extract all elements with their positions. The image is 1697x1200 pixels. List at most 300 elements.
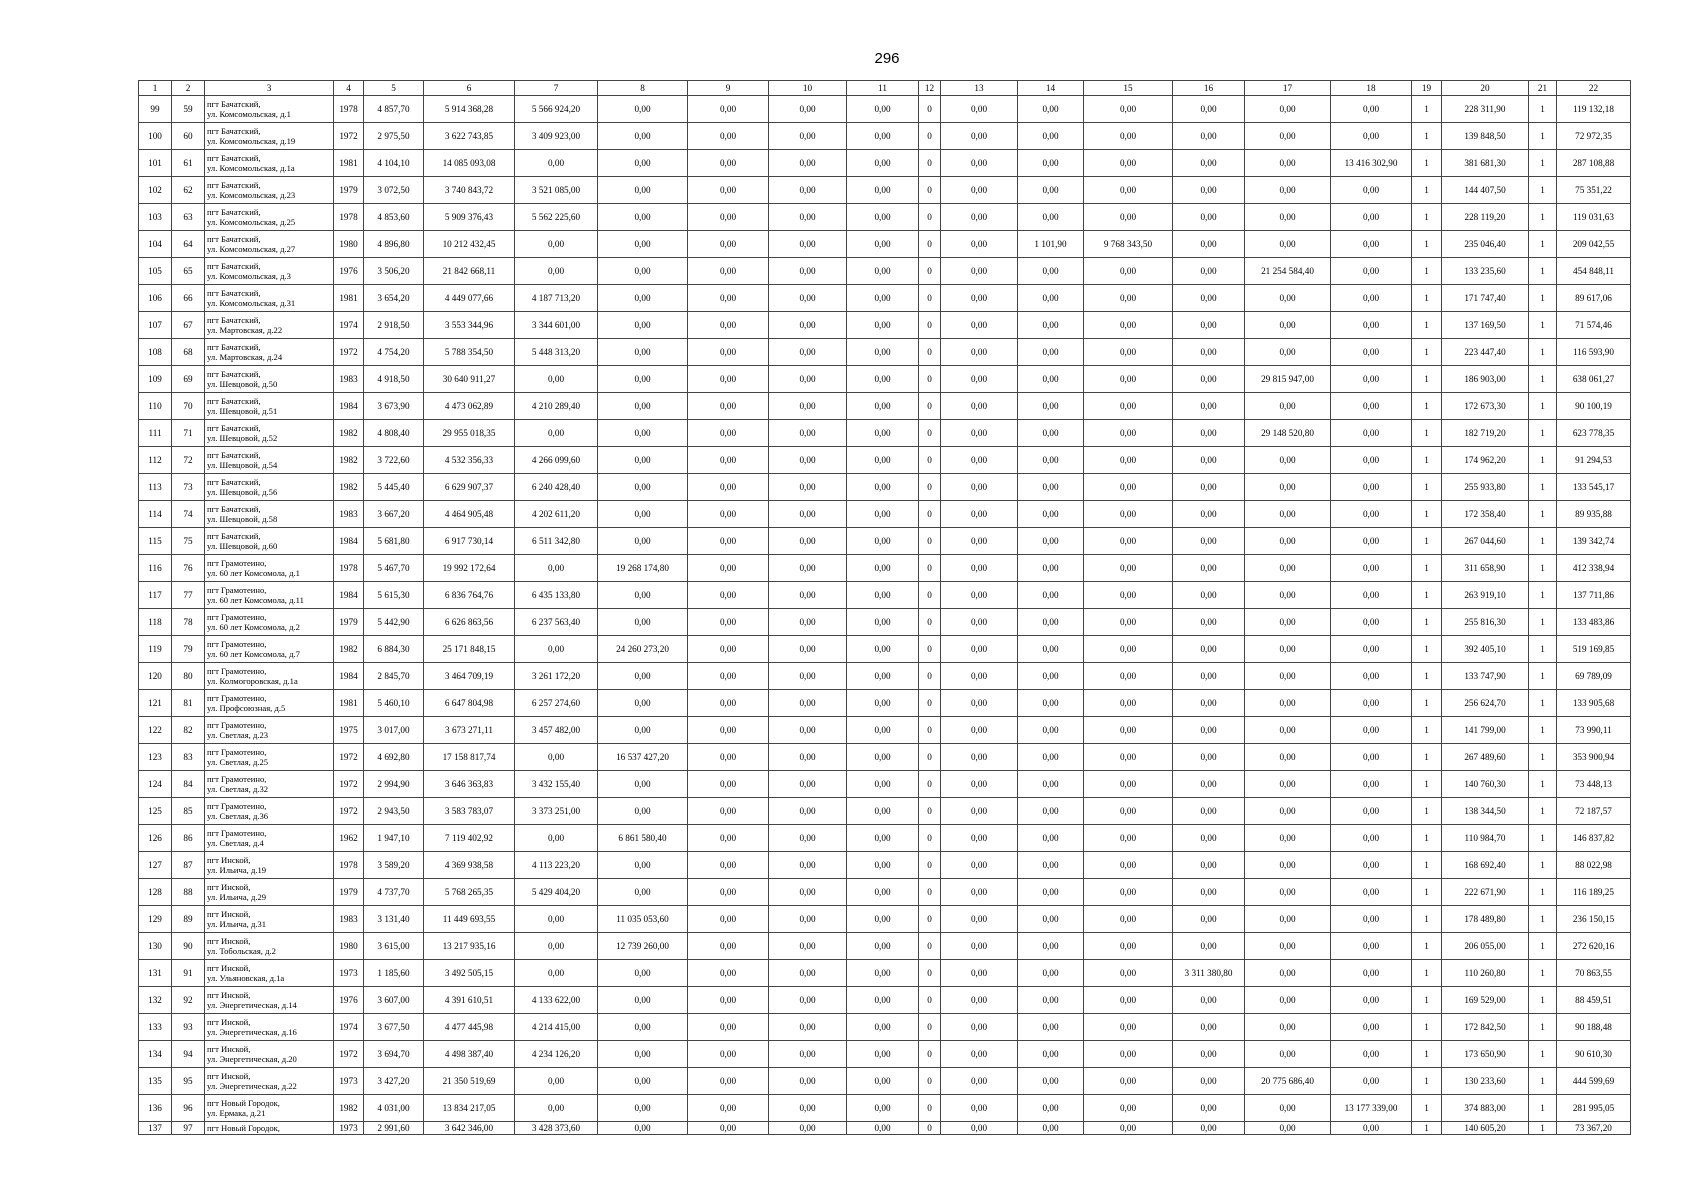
column-header: 16 — [1173, 81, 1245, 96]
table-cell: 0,00 — [1245, 960, 1331, 987]
table-cell: 0,00 — [1084, 1122, 1173, 1135]
table-cell: 29 815 947,00 — [1245, 366, 1331, 393]
table-cell: 0,00 — [941, 150, 1018, 177]
table-cell: 0,00 — [941, 879, 1018, 906]
table-cell: 1 — [1529, 906, 1557, 933]
table-cell: 3 464 709,19 — [424, 663, 515, 690]
table-cell: 1 — [1412, 555, 1442, 582]
table-cell: 119 031,63 — [1557, 204, 1631, 231]
table-cell: 140 760,30 — [1442, 771, 1529, 798]
table-cell: 223 447,40 — [1442, 339, 1529, 366]
table-cell: 0,00 — [941, 555, 1018, 582]
table-cell: 0,00 — [1245, 312, 1331, 339]
table-cell: 0,00 — [1018, 717, 1084, 744]
table-cell: 116 — [139, 555, 172, 582]
table-cell: 0,00 — [847, 987, 919, 1014]
table-cell: 114 — [139, 501, 172, 528]
table-cell: 0,00 — [598, 420, 688, 447]
table-cell: 133 235,60 — [1442, 258, 1529, 285]
table-cell: 0,00 — [1173, 1068, 1245, 1095]
table-cell: 13 177 339,00 — [1331, 1095, 1412, 1122]
table-cell: 1 — [1412, 528, 1442, 555]
table-cell: 0,00 — [688, 150, 769, 177]
table-cell: 0,00 — [847, 96, 919, 123]
table-cell: 7 119 402,92 — [424, 825, 515, 852]
address-cell — [205, 717, 334, 744]
table-cell: 0,00 — [1018, 933, 1084, 960]
table-cell: 173 650,90 — [1442, 1041, 1529, 1068]
table-cell: 0,00 — [688, 1122, 769, 1135]
register-table — [138, 80, 1631, 1135]
address-cell — [205, 1014, 334, 1041]
address-street: ул. Комсомольская, д.25 — [207, 217, 296, 227]
table-cell: 0,00 — [769, 231, 847, 258]
table-cell: 3 409 923,00 — [515, 123, 598, 150]
table-cell: 127 — [139, 852, 172, 879]
table-cell: 0,00 — [769, 771, 847, 798]
table-cell: 0,00 — [1018, 393, 1084, 420]
table-cell: 0,00 — [1084, 744, 1173, 771]
table-cell: 1 — [1412, 744, 1442, 771]
table-cell: 0,00 — [1245, 663, 1331, 690]
table-cell: 0 — [919, 906, 941, 933]
table-cell: 0,00 — [847, 852, 919, 879]
page-number: 296 — [874, 50, 900, 67]
table-cell: 3 506,20 — [364, 258, 424, 285]
table-cell: 72 187,57 — [1557, 798, 1631, 825]
table-cell: 2 943,50 — [364, 798, 424, 825]
table-cell: 0,00 — [1084, 258, 1173, 285]
table-cell: 1974 — [334, 1014, 364, 1041]
address-cell — [205, 663, 334, 690]
table-cell: 1978 — [334, 96, 364, 123]
table-cell: 0,00 — [847, 474, 919, 501]
table-cell: 119 132,18 — [1557, 96, 1631, 123]
address-cell — [205, 312, 334, 339]
table-cell: 0,00 — [1173, 474, 1245, 501]
table-cell: 0,00 — [847, 933, 919, 960]
table-cell: 0,00 — [1245, 933, 1331, 960]
table-cell: 1 — [1529, 393, 1557, 420]
table-cell: 2 845,70 — [364, 663, 424, 690]
table-cell: 5 909 376,43 — [424, 204, 515, 231]
table-cell: 1982 — [334, 447, 364, 474]
table-cell: 0,00 — [688, 96, 769, 123]
table-cell: 0,00 — [769, 393, 847, 420]
table-cell: 0,00 — [847, 150, 919, 177]
table-cell: 1976 — [334, 258, 364, 285]
table-cell: 0,00 — [1331, 960, 1412, 987]
table-cell: 4 234 126,20 — [515, 1041, 598, 1068]
table-cell: 17 158 817,74 — [424, 744, 515, 771]
address-settlement: пгт Бачатский, — [207, 233, 261, 244]
table-cell: 100 — [139, 123, 172, 150]
table-cell: 3 673 271,11 — [424, 717, 515, 744]
table-cell: 0,00 — [688, 663, 769, 690]
address-street: ул. Шевцовой, д.51 — [207, 406, 278, 416]
table-cell: 3 373 251,00 — [515, 798, 598, 825]
table-cell: 0,00 — [941, 1041, 1018, 1068]
table-cell: 412 338,94 — [1557, 555, 1631, 582]
table-cell: 2 918,50 — [364, 312, 424, 339]
table-cell: 0,00 — [1018, 879, 1084, 906]
table-cell: 4 202 611,20 — [515, 501, 598, 528]
table-cell: 1 — [1412, 285, 1442, 312]
table-cell: 131 — [139, 960, 172, 987]
table-cell: 1 — [1412, 771, 1442, 798]
address-settlement: пгт Бачатский, — [207, 395, 261, 406]
table-cell: 0,00 — [1245, 447, 1331, 474]
table-cell: 0,00 — [1084, 825, 1173, 852]
table-cell: 0,00 — [1245, 393, 1331, 420]
table-cell: 71 — [172, 420, 205, 447]
column-header: 15 — [1084, 81, 1173, 96]
table-cell: 0,00 — [941, 933, 1018, 960]
table-cell: 0 — [919, 933, 941, 960]
table-cell: 1 — [1529, 528, 1557, 555]
table-cell: 0,00 — [941, 906, 1018, 933]
table-cell: 3 583 783,07 — [424, 798, 515, 825]
table-cell: 0,00 — [1018, 258, 1084, 285]
table-row — [139, 312, 1631, 339]
table-cell: 1 — [1529, 663, 1557, 690]
address-settlement: пгт Бачатский, — [207, 152, 261, 163]
table-cell: 178 489,80 — [1442, 906, 1529, 933]
table-cell: 1 — [1529, 366, 1557, 393]
table-cell: 0,00 — [847, 1068, 919, 1095]
column-header: 12 — [919, 81, 941, 96]
table-cell: 1 — [1412, 1095, 1442, 1122]
table-cell: 84 — [172, 771, 205, 798]
table-cell: 133 483,86 — [1557, 609, 1631, 636]
table-cell: 75 — [172, 528, 205, 555]
table-cell: 4 737,70 — [364, 879, 424, 906]
table-cell: 115 — [139, 528, 172, 555]
table-cell: 19 992 172,64 — [424, 555, 515, 582]
table-cell: 0,00 — [1245, 690, 1331, 717]
table-cell: 0,00 — [1084, 798, 1173, 825]
table-cell: 91 — [172, 960, 205, 987]
table-cell: 29 148 520,80 — [1245, 420, 1331, 447]
table-cell: 5 562 225,60 — [515, 204, 598, 231]
table-cell: 228 119,20 — [1442, 204, 1529, 231]
table-cell: 0,00 — [1331, 312, 1412, 339]
table-cell: 272 620,16 — [1557, 933, 1631, 960]
table-cell: 1974 — [334, 312, 364, 339]
table-cell: 0,00 — [769, 933, 847, 960]
address-settlement: пгт Бачатский, — [207, 422, 261, 433]
table-cell: 623 778,35 — [1557, 420, 1631, 447]
table-cell: 74 — [172, 501, 205, 528]
table-cell: 0,00 — [598, 339, 688, 366]
table-cell: 0,00 — [1018, 447, 1084, 474]
table-cell: 11 449 693,55 — [424, 906, 515, 933]
table-cell: 0,00 — [769, 852, 847, 879]
column-header: 20 — [1442, 81, 1529, 96]
table-cell: 0 — [919, 636, 941, 663]
table-cell: 0,00 — [769, 285, 847, 312]
table-row — [139, 663, 1631, 690]
table-cell: 112 — [139, 447, 172, 474]
table-cell: 9 768 343,50 — [1084, 231, 1173, 258]
table-cell: 0,00 — [941, 960, 1018, 987]
table-cell: 0,00 — [769, 744, 847, 771]
table-cell: 0,00 — [1084, 636, 1173, 663]
table-cell: 4 853,60 — [364, 204, 424, 231]
table-row — [139, 528, 1631, 555]
table-cell: 0,00 — [1018, 987, 1084, 1014]
address-cell — [205, 366, 334, 393]
table-cell: 3 646 363,83 — [424, 771, 515, 798]
table-cell: 0,00 — [1331, 717, 1412, 744]
table-cell: 4 808,40 — [364, 420, 424, 447]
table-cell: 0,00 — [769, 447, 847, 474]
table-cell: 3 492 505,15 — [424, 960, 515, 987]
table-cell: 138 344,50 — [1442, 798, 1529, 825]
table-cell: 0,00 — [769, 312, 847, 339]
table-cell: 0,00 — [598, 798, 688, 825]
table-cell: 1 — [1529, 123, 1557, 150]
table-cell: 1982 — [334, 420, 364, 447]
address-settlement: пгт Бачатский, — [207, 341, 261, 352]
table-cell: 0,00 — [1018, 852, 1084, 879]
table-cell: 85 — [172, 798, 205, 825]
table-cell: 172 673,30 — [1442, 393, 1529, 420]
address-street: ул. Комсомольская, д.23 — [207, 190, 296, 200]
table-cell: 0,00 — [598, 1068, 688, 1095]
column-header: 17 — [1245, 81, 1331, 96]
table-cell: 0,00 — [769, 960, 847, 987]
table-row — [139, 258, 1631, 285]
table-cell: 0 — [919, 690, 941, 717]
table-cell: 0,00 — [1018, 960, 1084, 987]
table-cell: 0 — [919, 177, 941, 204]
table-cell: 0,00 — [1173, 717, 1245, 744]
table-cell: 5 788 354,50 — [424, 339, 515, 366]
table-cell: 0,00 — [1018, 744, 1084, 771]
table-cell: 0,00 — [1331, 771, 1412, 798]
table-cell: 1 — [1412, 501, 1442, 528]
table-cell: 0,00 — [515, 366, 598, 393]
table-cell: 0,00 — [1173, 933, 1245, 960]
table-cell: 0,00 — [688, 312, 769, 339]
address-settlement: пгт Бачатский, — [207, 260, 261, 271]
address-street: ул. Энергетическая, д.20 — [207, 1054, 297, 1064]
table-cell: 1 — [1412, 933, 1442, 960]
table-cell: 0,00 — [1173, 96, 1245, 123]
table-cell: 91 294,53 — [1557, 447, 1631, 474]
table-cell: 5 448 313,20 — [515, 339, 598, 366]
table-cell: 0,00 — [769, 717, 847, 744]
address-street: ул. Светлая, д.25 — [207, 757, 269, 767]
table-cell: 96 — [172, 1095, 205, 1122]
table-cell: 0 — [919, 744, 941, 771]
table-cell: 0,00 — [1331, 1041, 1412, 1068]
table-cell: 236 150,15 — [1557, 906, 1631, 933]
table-cell: 12 739 260,00 — [598, 933, 688, 960]
table-cell: 83 — [172, 744, 205, 771]
table-row — [139, 177, 1631, 204]
table-row — [139, 879, 1631, 906]
table-cell: 0,00 — [847, 420, 919, 447]
table-cell: 1984 — [334, 528, 364, 555]
table-cell: 89 — [172, 906, 205, 933]
table-cell: 70 — [172, 393, 205, 420]
table-cell: 1 — [1412, 393, 1442, 420]
table-cell: 0,00 — [1245, 1041, 1331, 1068]
table-cell: 0,00 — [847, 177, 919, 204]
table-cell: 5 442,90 — [364, 609, 424, 636]
table-cell: 0,00 — [847, 1122, 919, 1135]
table-cell: 0 — [919, 150, 941, 177]
table-cell: 133 747,90 — [1442, 663, 1529, 690]
table-cell: 0,00 — [688, 582, 769, 609]
table-cell: 0,00 — [1245, 96, 1331, 123]
table-cell: 0 — [919, 717, 941, 744]
table-cell: 1 — [1412, 312, 1442, 339]
table-cell: 1976 — [334, 987, 364, 1014]
table-cell: 0,00 — [1018, 366, 1084, 393]
table-cell: 6 511 342,80 — [515, 528, 598, 555]
table-cell: 89 935,88 — [1557, 501, 1631, 528]
table-cell: 0,00 — [1245, 1122, 1331, 1135]
table-cell: 107 — [139, 312, 172, 339]
table-cell: 0,00 — [1084, 987, 1173, 1014]
table-cell: 0,00 — [769, 1014, 847, 1041]
table-cell: 0,00 — [598, 123, 688, 150]
table-cell: 0,00 — [1173, 555, 1245, 582]
table-cell: 1 — [1412, 96, 1442, 123]
table-cell: 108 — [139, 339, 172, 366]
table-cell: 1 — [1412, 717, 1442, 744]
table-cell: 1 — [1412, 906, 1442, 933]
table-cell: 1 — [1412, 636, 1442, 663]
table-cell: 0,00 — [1331, 1014, 1412, 1041]
column-header: 3 — [205, 81, 334, 96]
table-cell: 0,00 — [1018, 555, 1084, 582]
table-cell: 141 799,00 — [1442, 717, 1529, 744]
table-cell: 0,00 — [941, 393, 1018, 420]
table-cell: 374 883,00 — [1442, 1095, 1529, 1122]
table-cell: 0,00 — [847, 798, 919, 825]
table-cell: 0,00 — [1173, 366, 1245, 393]
table-cell: 21 254 584,40 — [1245, 258, 1331, 285]
table-cell: 0,00 — [1173, 987, 1245, 1014]
table-cell: 0 — [919, 420, 941, 447]
table-cell: 0,00 — [847, 744, 919, 771]
table-cell: 172 842,50 — [1442, 1014, 1529, 1041]
table-cell: 90 — [172, 933, 205, 960]
table-cell: 5 467,70 — [364, 555, 424, 582]
table-cell: 0,00 — [515, 231, 598, 258]
table-cell: 0,00 — [1084, 663, 1173, 690]
address-street: ул. Мартовская, д.22 — [207, 325, 283, 335]
table-cell: 182 719,20 — [1442, 420, 1529, 447]
table-cell: 0,00 — [1245, 123, 1331, 150]
address-cell — [205, 933, 334, 960]
table-cell: 0,00 — [688, 879, 769, 906]
table-cell: 0,00 — [1084, 150, 1173, 177]
address-street: ул. Светлая, д.36 — [207, 811, 269, 821]
column-header: 6 — [424, 81, 515, 96]
table-cell: 0,00 — [1331, 987, 1412, 1014]
table-cell: 66 — [172, 285, 205, 312]
table-cell: 0 — [919, 258, 941, 285]
table-cell: 1972 — [334, 798, 364, 825]
table-cell: 0 — [919, 663, 941, 690]
table-cell: 0,00 — [941, 312, 1018, 339]
table-cell: 0,00 — [1018, 582, 1084, 609]
table-cell: 70 863,55 — [1557, 960, 1631, 987]
table-cell: 1 — [1529, 285, 1557, 312]
table-cell: 0,00 — [1084, 366, 1173, 393]
table-cell: 118 — [139, 609, 172, 636]
table-cell: 1 — [1529, 636, 1557, 663]
table-cell: 0,00 — [515, 906, 598, 933]
table-cell: 4 210 289,40 — [515, 393, 598, 420]
address-street: ул. Профсоюзная, д.5 — [207, 703, 286, 713]
table-cell: 0,00 — [1173, 528, 1245, 555]
address-settlement: пгт Бачатский, — [207, 98, 261, 109]
address-settlement: пгт Грамотеино, — [207, 773, 267, 784]
table-cell: 0,00 — [598, 177, 688, 204]
table-cell: 0,00 — [1331, 528, 1412, 555]
table-cell: 5 445,40 — [364, 474, 424, 501]
address-settlement: пгт Инской, — [207, 1043, 251, 1054]
table-cell: 0,00 — [1245, 1014, 1331, 1041]
table-cell: 140 605,20 — [1442, 1122, 1529, 1135]
table-cell: 102 — [139, 177, 172, 204]
table-cell: 0,00 — [1173, 663, 1245, 690]
table-cell: 1 — [1529, 825, 1557, 852]
table-cell: 0,00 — [847, 609, 919, 636]
address-settlement: пгт Инской, — [207, 854, 251, 865]
table-cell: 0,00 — [1245, 852, 1331, 879]
table-cell: 0,00 — [1331, 798, 1412, 825]
address-street: ул. Светлая, д.32 — [207, 784, 269, 794]
table-cell: 0,00 — [598, 1041, 688, 1068]
table-cell: 69 — [172, 366, 205, 393]
table-cell: 0,00 — [598, 447, 688, 474]
table-cell: 0,00 — [1084, 852, 1173, 879]
table-cell: 81 — [172, 690, 205, 717]
table-cell: 0,00 — [598, 663, 688, 690]
address-settlement: пгт Грамотеино, — [207, 827, 267, 838]
address-settlement: пгт Инской, — [207, 908, 251, 919]
table-cell: 1983 — [334, 501, 364, 528]
table-cell: 3 344 601,00 — [515, 312, 598, 339]
table-cell: 0,00 — [1084, 1068, 1173, 1095]
address-cell — [205, 906, 334, 933]
table-cell: 1 — [1529, 231, 1557, 258]
table-cell: 1 — [1412, 474, 1442, 501]
table-cell: 1 — [1412, 582, 1442, 609]
table-cell: 4 214 415,00 — [515, 1014, 598, 1041]
table-cell: 0,00 — [1173, 636, 1245, 663]
address-cell — [205, 393, 334, 420]
table-cell: 3 694,70 — [364, 1041, 424, 1068]
table-cell: 0,00 — [941, 1095, 1018, 1122]
table-cell: 0,00 — [769, 96, 847, 123]
table-cell: 0,00 — [1331, 420, 1412, 447]
address-street: ул. Колмогоровская, д.1а — [207, 676, 298, 686]
table-cell: 0,00 — [1331, 393, 1412, 420]
address-street: ул. Шевцовой, д.56 — [207, 487, 278, 497]
table-cell: 172 358,40 — [1442, 501, 1529, 528]
table-cell: 3 589,20 — [364, 852, 424, 879]
address-street: ул. Шевцовой, д.60 — [207, 541, 278, 551]
table-cell: 0,00 — [1018, 771, 1084, 798]
